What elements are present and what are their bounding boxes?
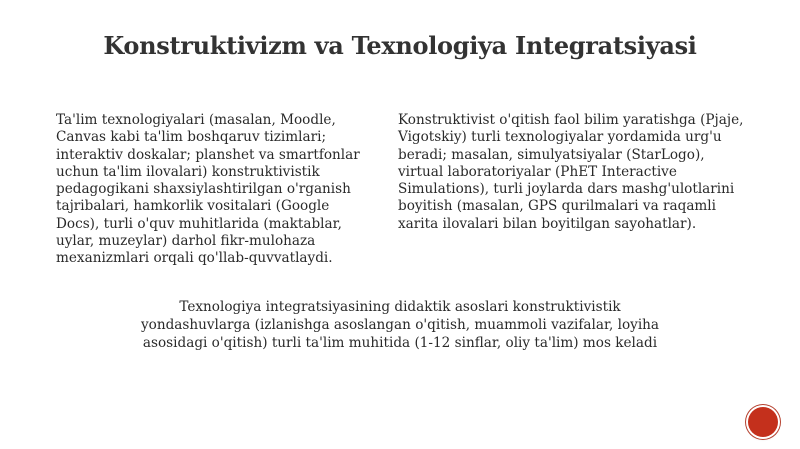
next-slide-button[interactable] [748,407,778,437]
slide-title: Konstruktivizm va Texnologiya Integratsiyasi [103,31,697,60]
left-text-block: Ta'lim texnologiyalari (masalan, Moodle, Canvas kabi ta'lim boshqaruv tizimlari; interaktiv doskalar; planshet va smartfonlar uchun ta'lim ilovalari) konstruktivistik pedagogikani shaxsiylashtirilgan o'rganish tajribalari, hamkorlik vositalari (Google Docs), turli o'quv muhitlarida (maktablar, uylar, muzeylar) darhol fikr-mulohaza mexanizmlari orqali qo'llab-quvvatlaydi. [56,112,360,267]
bottom-text-block: Texnologiya integratsiyasining didaktik asoslari konstruktivistik yondashuvlarga (izlanishga asoslangan o'qitish, muammoli vazifalar, loyiha asosidagi o'qitish) turli ta'lim muhitida (1-12 sinflar, oliy ta'lim) mos keladi [140,299,660,351]
right-text-block: Konstruktivist o'qitish faol bilim yaratishga (Pjaje, Vigotskiy) turli texnologiyalar yordamida urg'u beradi; masalan, simulyatsiyalar (StarLogo), virtual laboratoriyalar (PhET Interactive Simulations), turli joylarda dars mashg'ulotlarini boyitish (masalan, GPS qurilmalari va raqamli xarita ilovalari bilan boyitilgan sayohatlar). [398,112,744,232]
